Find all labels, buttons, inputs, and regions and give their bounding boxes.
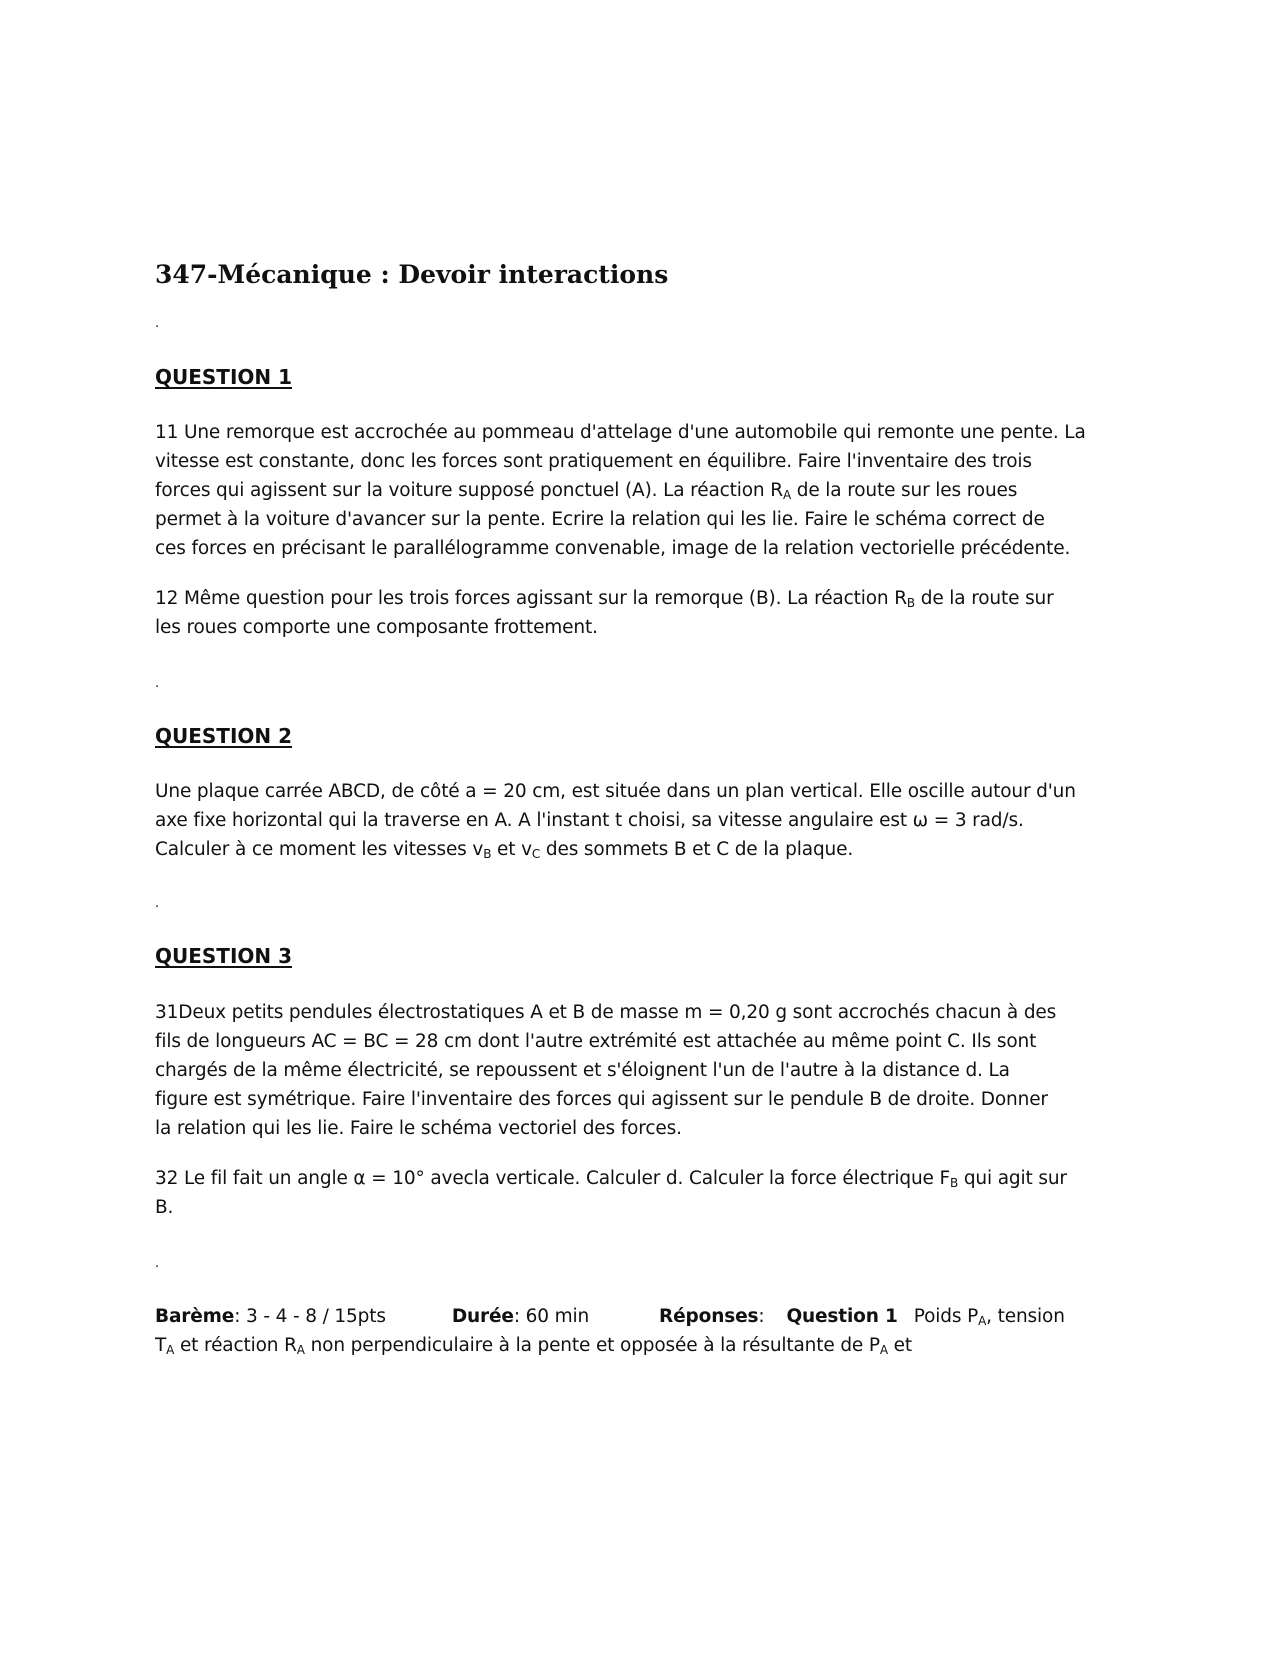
- text-run: 12 Même question pour les trois forces agissant sur la remorque (B). La réaction R: [155, 588, 907, 609]
- text-run: de la route sur les roues: [791, 480, 1018, 501]
- subscript: B: [950, 1176, 959, 1190]
- subscript: B: [483, 847, 492, 861]
- bareme-label: Barème: [155, 1306, 235, 1327]
- subscript: C: [531, 847, 541, 861]
- text-line: Une plaque carrée ABCD, de côté a = 20 cm, est située dans un plan vertical. Elle oscille autour d'un: [155, 781, 1076, 802]
- footer-grading: [155, 1302, 1135, 1360]
- text-run: et v: [491, 839, 532, 860]
- text-run: et: [887, 1335, 913, 1356]
- reponses-label: Réponses: [659, 1306, 759, 1327]
- question-2-paragraph: [155, 777, 1135, 864]
- text-line: figure est symétrique. Faire l'inventaire des forces qui agissent sur le pendule B de droite. Donner: [155, 1089, 1048, 1110]
- text-run: qui agit sur: [958, 1168, 1067, 1189]
- separator-dot: .: [155, 1256, 160, 1271]
- question-2-heading: QUESTION 2: [155, 724, 293, 748]
- text-line: vitesse est constante, donc les forces sont pratiquement en équilibre. Faire l'inventaire des trois: [155, 451, 1032, 472]
- text-run: non perpendiculaire à la pente et opposée à la résultante de P: [304, 1335, 880, 1356]
- question-3-heading: QUESTION 3: [155, 944, 293, 968]
- duree-value: : 60 min: [513, 1306, 590, 1327]
- question-1-answer-label: Question 1: [786, 1306, 898, 1327]
- separator-dot: .: [155, 316, 160, 331]
- text-line: fils de longueurs AC = BC = 28 cm dont l'autre extrémité est attachée au même point C. Ils sont: [155, 1031, 1037, 1052]
- text-line: [155, 1302, 1135, 1331]
- text-line: 11 Une remorque est accrochée au pommeau d'attelage d'une automobile qui remonte une pente. La: [155, 422, 1086, 443]
- duree-label: Durée: [451, 1306, 514, 1327]
- text-line: [155, 584, 1135, 613]
- subscript: A: [166, 1343, 175, 1357]
- bareme-value: : 3 - 4 - 8 / 15pts: [234, 1306, 386, 1327]
- text-line: [155, 1164, 1135, 1193]
- text-run: de la route sur: [915, 588, 1054, 609]
- text-run: , tension: [986, 1306, 1065, 1327]
- text-line: [155, 476, 1135, 505]
- text-line: ces forces en précisant le parallélogramme convenable, image de la relation vectorielle précédente.: [155, 538, 1071, 559]
- question-3-paragraph-32: [155, 1164, 1135, 1222]
- subscript: A: [296, 1343, 305, 1357]
- text-line: [155, 835, 1135, 864]
- text-run: Poids P: [913, 1306, 979, 1327]
- text-run: 32 Le fil fait un angle α = 10° avecla verticale. Calculer d. Calculer la force électrique F: [155, 1168, 951, 1189]
- subscript: A: [879, 1343, 888, 1357]
- subscript: A: [782, 488, 791, 502]
- text-run: des sommets B et C de la plaque.: [540, 839, 854, 860]
- text-run: et réaction R: [174, 1335, 297, 1356]
- text-line: [155, 1331, 1135, 1360]
- text-line: la relation qui les lie. Faire le schéma vectoriel des forces.: [155, 1118, 682, 1139]
- text-line: permet à la voiture d'avancer sur la pente. Ecrire la relation qui les lie. Faire le schéma correct de: [155, 509, 1045, 530]
- question-1-paragraph-12: [155, 584, 1135, 642]
- text-run: forces qui agissent sur la voiture supposé ponctuel (A). La réaction R: [155, 480, 783, 501]
- separator-dot: .: [155, 896, 160, 911]
- subscript: A: [978, 1314, 987, 1328]
- question-1-paragraph-11: [155, 418, 1135, 563]
- subscript: B: [906, 596, 916, 610]
- text-line: 31Deux petits pendules électrostatiques A et B de masse m = 0,20 g sont accrochés chacun à des: [155, 1002, 1057, 1023]
- separator-dot: .: [155, 676, 160, 691]
- text-line: B.: [155, 1197, 174, 1218]
- document-title: 347-Mécanique : Devoir interactions: [155, 260, 669, 289]
- text-run: T: [155, 1335, 167, 1356]
- reponses-colon: :: [758, 1306, 765, 1327]
- text-line: chargés de la même électricité, se repoussent et s'éloignent l'un de l'autre à la distance d. La: [155, 1060, 1010, 1081]
- question-1-heading: QUESTION 1: [155, 365, 293, 389]
- text-run: Calculer à ce moment les vitesses v: [155, 839, 484, 860]
- text-line: axe fixe horizontal qui la traverse en A. A l'instant t choisi, sa vitesse angulaire est ω = 3 rad/s.: [155, 810, 1024, 831]
- question-3-paragraph-31: [155, 998, 1135, 1143]
- text-line: les roues comporte une composante frottement.: [155, 617, 598, 638]
